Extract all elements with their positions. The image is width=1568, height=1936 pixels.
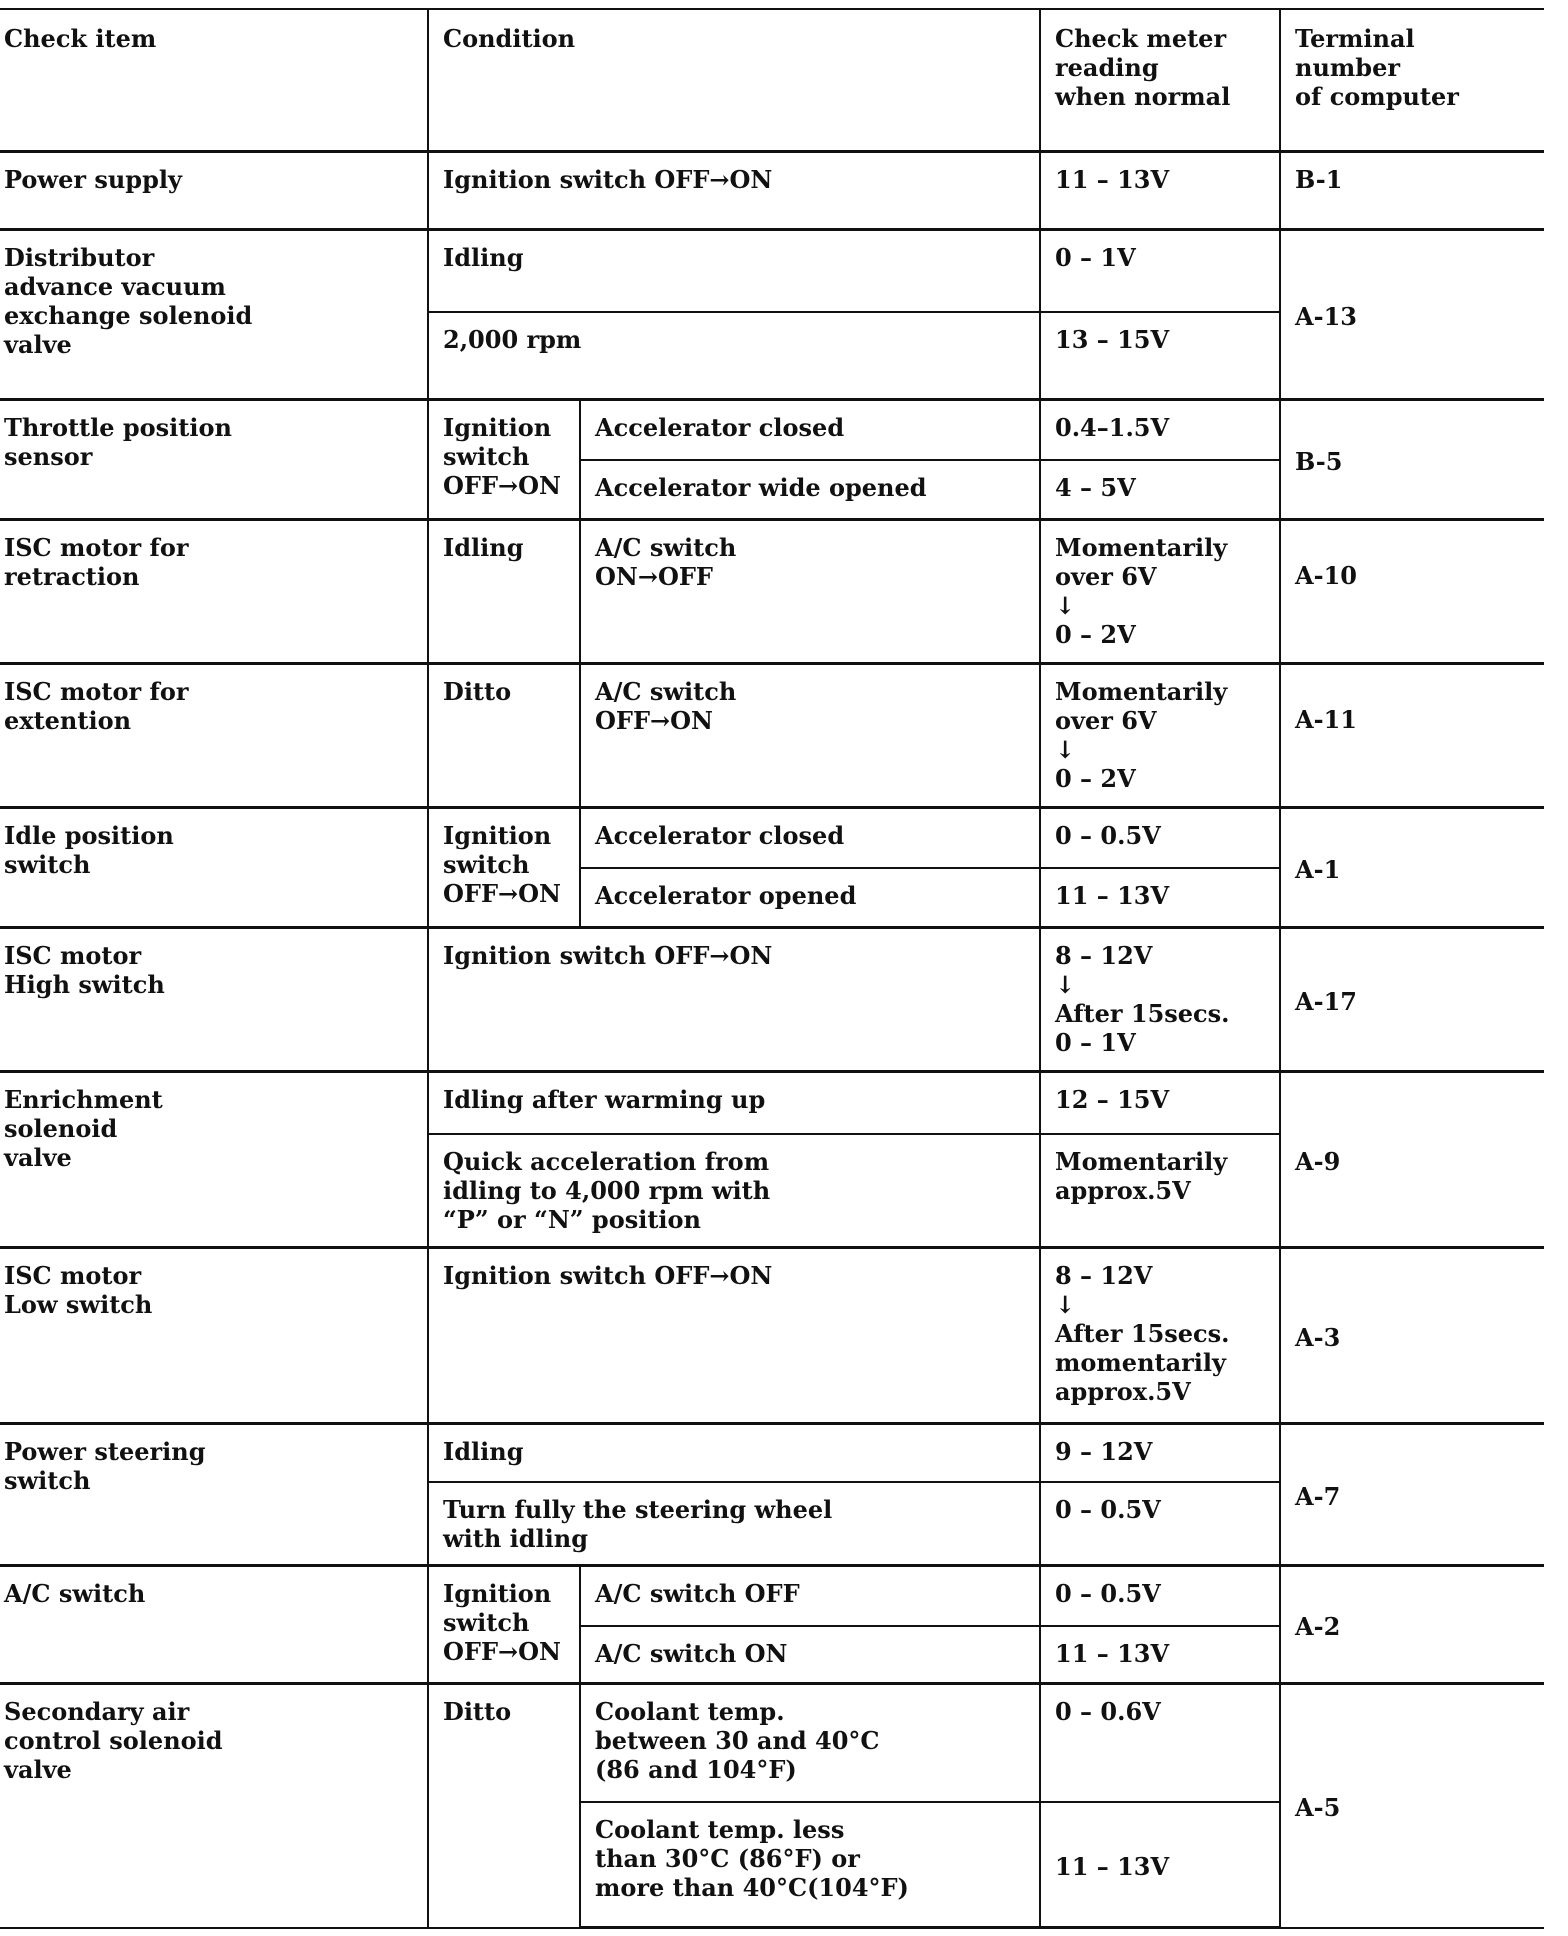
meter-cell: 9 – 12V	[1040, 1424, 1280, 1482]
condition-main-cell: Ditto	[428, 664, 580, 808]
meter-cell: Momentarily approx.5V	[1040, 1134, 1280, 1248]
table-row	[0, 1684, 1544, 1802]
condition-cell: Quick acceleration from idling to 4,000 rpm with “P” or “N” position	[428, 1134, 1040, 1248]
meter-cell: 12 – 15V	[1040, 1072, 1280, 1134]
terminal-cell: A-2	[1280, 1566, 1544, 1684]
meter-cell: Momentarily over 6V ↓ 0 – 2V	[1040, 520, 1280, 664]
condition-cell: Idling after warming up	[428, 1072, 1040, 1134]
condition-sub-cell: Coolant temp. less than 30°C (86°F) or more than 40°C(104°F)	[580, 1802, 1040, 1928]
condition-sub-cell: Accelerator wide opened	[580, 460, 1040, 520]
condition-main-cell: Ditto	[428, 1684, 580, 1928]
condition-sub-cell: A/C switch OFF	[580, 1566, 1040, 1626]
table-row	[0, 230, 1544, 312]
condition-cell: Ignition switch OFF→ON	[428, 1248, 1040, 1424]
terminal-cell: A-9	[1280, 1072, 1544, 1248]
terminal-cell: A-11	[1280, 664, 1544, 808]
table-row	[0, 152, 1544, 230]
meter-cell: 11 – 13V	[1040, 152, 1280, 230]
terminal-cell: A-7	[1280, 1424, 1544, 1566]
terminal-cell: A-5	[1280, 1684, 1544, 1928]
condition-main-cell: Ignition switch OFF→ON	[428, 808, 580, 928]
check-item-cell: ISC motor for extention	[0, 664, 428, 808]
condition-cell: 2,000 rpm	[428, 312, 1040, 400]
terminal-cell: A-1	[1280, 808, 1544, 928]
check-item-cell: Distributor advance vacuum exchange solenoid valve	[0, 230, 428, 400]
meter-cell: 0 – 0.5V	[1040, 1566, 1280, 1626]
table-row	[0, 808, 1544, 868]
terminal-cell: A-3	[1280, 1248, 1544, 1424]
meter-cell: 8 – 12V ↓ After 15secs. momentarily approx.5V	[1040, 1248, 1280, 1424]
meter-cell: 0 – 1V	[1040, 230, 1280, 312]
header-condition: Condition	[428, 9, 1040, 152]
condition-main-cell: Ignition switch OFF→ON	[428, 400, 580, 520]
table-row	[0, 928, 1544, 1072]
meter-cell: 11 – 13V	[1040, 1802, 1280, 1928]
condition-sub-cell: Accelerator closed	[580, 400, 1040, 460]
meter-cell: Momentarily over 6V ↓ 0 – 2V	[1040, 664, 1280, 808]
check-item-cell: ISC motor Low switch	[0, 1248, 428, 1424]
meter-cell: 0 – 0.5V	[1040, 1482, 1280, 1566]
table-row	[0, 520, 1544, 664]
terminal-cell: B-5	[1280, 400, 1544, 520]
header-row	[0, 9, 1544, 152]
condition-sub-cell: A/C switch ON→OFF	[580, 520, 1040, 664]
meter-cell: 0.4–1.5V	[1040, 400, 1280, 460]
condition-cell: Ignition switch OFF→ON	[428, 152, 1040, 230]
meter-cell: 11 – 13V	[1040, 868, 1280, 928]
table-row	[0, 1424, 1544, 1482]
terminal-cell: A-10	[1280, 520, 1544, 664]
condition-sub-cell: Coolant temp. between 30 and 40°C (86 and 104°F)	[580, 1684, 1040, 1802]
condition-sub-cell: Accelerator opened	[580, 868, 1040, 928]
check-item-cell: Enrichment solenoid valve	[0, 1072, 428, 1248]
check-item-cell: Power steering switch	[0, 1424, 428, 1566]
table-row	[0, 1566, 1544, 1626]
check-item-cell: ISC motor for retraction	[0, 520, 428, 664]
condition-sub-cell: A/C switch ON	[580, 1626, 1040, 1684]
check-item-cell: Throttle position sensor	[0, 400, 428, 520]
check-item-cell: ISC motor High switch	[0, 928, 428, 1072]
terminal-cell: B-1	[1280, 152, 1544, 230]
meter-cell: 4 – 5V	[1040, 460, 1280, 520]
meter-cell: 11 – 13V	[1040, 1626, 1280, 1684]
header-meter: Check meter reading when normal	[1040, 9, 1280, 152]
condition-sub-cell: A/C switch OFF→ON	[580, 664, 1040, 808]
condition-main-cell: Ignition switch OFF→ON	[428, 1566, 580, 1684]
meter-cell: 8 – 12V ↓ After 15secs. 0 – 1V	[1040, 928, 1280, 1072]
condition-cell: Idling	[428, 1424, 1040, 1482]
condition-cell: Turn fully the steering wheel with idling	[428, 1482, 1040, 1566]
meter-cell: 0 – 0.5V	[1040, 808, 1280, 868]
condition-cell: Idling	[428, 230, 1040, 312]
condition-sub-cell: Accelerator closed	[580, 808, 1040, 868]
table-row	[0, 400, 1544, 460]
table-row	[0, 664, 1544, 808]
header-check-item: Check item	[0, 9, 428, 152]
terminal-cell: A-17	[1280, 928, 1544, 1072]
check-item-cell: Idle position switch	[0, 808, 428, 928]
condition-main-cell: Idling	[428, 520, 580, 664]
check-item-cell: Power supply	[0, 152, 428, 230]
header-terminal: Terminal number of computer	[1280, 9, 1544, 152]
terminal-cell: A-13	[1280, 230, 1544, 400]
check-table	[0, 8, 1544, 1929]
condition-cell: Ignition switch OFF→ON	[428, 928, 1040, 1072]
check-item-cell: Secondary air control solenoid valve	[0, 1684, 428, 1928]
table-row	[0, 1248, 1544, 1424]
meter-cell: 13 – 15V	[1040, 312, 1280, 400]
table-row	[0, 1072, 1544, 1134]
check-item-cell: A/C switch	[0, 1566, 428, 1684]
meter-cell: 0 – 0.6V	[1040, 1684, 1280, 1802]
